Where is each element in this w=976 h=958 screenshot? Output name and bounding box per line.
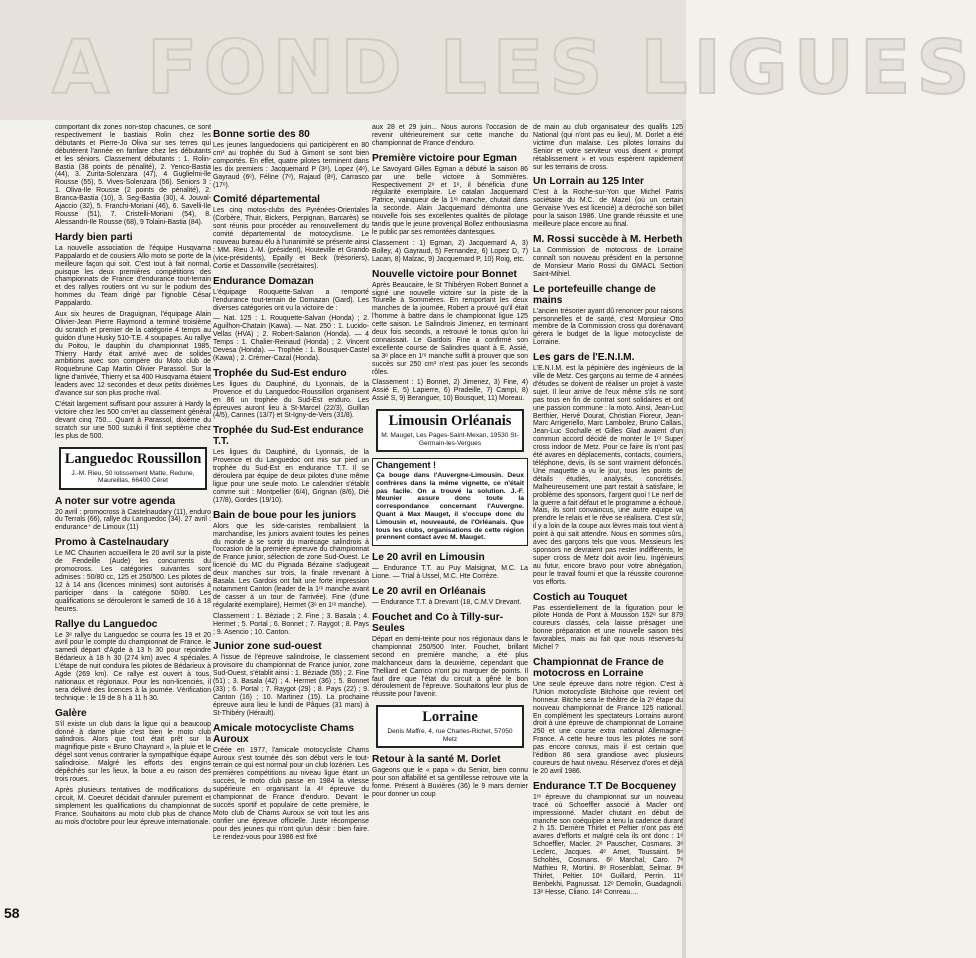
column-1 xyxy=(55,124,211,904)
notice-box xyxy=(372,458,528,546)
heading: M. Rossi succède à M. Herbeth xyxy=(533,233,683,245)
paragraph: L'E.N.I.M. est la pépinière des ingénieurs de la ville de Metz. Ces garçons au terme de 4 années d'études se doivent de réaliser un projet à vaste sujet. Il leur arrive de l'eux même s'ils ne sont pas tous en fin de contrat sont solidaires et ont une passion commune : la moto. Ainsi, Jean-Luc Berthier, Hervé Dourat, Christian Fioreur, Jean-Marc Arrigenello, Marc Lambolez, Bruno Callais, Jean-Luc Sochalle et Gilles Glad avaient d'un commun accord décidé de monter le 1ᵉʳ Super cross indoor de Metz. Pour ce faire ils n'ont pas été avares en déplacements, contacts, courriers, téléphone, devis, ils se sont vraiment défoncés. Une maquette a vu le jour, tous les points de détails étudiés, analysés, concrétisés. Malheureusement une part restait à satisfaire, le problème des sponsors, l'argent quoi ! Le nerf de la guerre a fait défaut et le programme a échoué. Mais, ils sont convaincus, une autre équipe va prendre le relais et le rêve se réalisera. C'est sûr, il y a loin de la coupe aux lèvres mais tout vient à point à qui sait attendre. Nous en sommes sûrs, avec des garçons tels que vous. Messieurs les sponsors ne devraient pas rester indifférents, le super cross de Metz doit avoir lieu. Ingénieurs au futur, encore bravo pour votre abnégation, pour le travail fourni et que la réussite couronne vos efforts. xyxy=(533,365,683,586)
paragraph: Le 3ᵉ rallye du Languedoc se courra les 19 et 20 avril pour le compte du championnat de France. le samedi départ d'Agde à 13 h 30 pour rejoindre Bédarieux à 18 h 30 (274 km) avec 4 spéciales. L'étape de nuit conduira les pilotes de Bédarieux à Agde (269 km). Ce rallye est ouvert à tous, nationaux et régionaux. Pour les non-licenciés, il sera délivré des licences à la journée. Vérification technique : le 19 de 8 h à 11 h 30. xyxy=(55,631,211,702)
paragraph: Alors que les side-caristes remballaient la marchandise, les juniors avaient toutes les peines du monde à se sortir du marécage salindrois à l'occasion de la première épreuve du championnat de France junior, sélection de zone Sud-Ouest. Le licencié du MC du Pignada Bézaine s'adjugeait deux manches sur trois, la finale revenant à Basala. Les Gardois ont fait une forte impression notamment Canton (leader de la 1ʳᵉ manche avant de casser à un tour de l'arrivée). Fine (d'une régularité exemplaire), Hermet (3ᵉ en 1ʳᵉ manche). xyxy=(213,522,369,609)
column-2 xyxy=(213,124,369,904)
paragraph: Pas essentiellement de la figuration pour le pilote Honda de Pont à Mousson 152ᵉ sur 879 coureurs classés, cela laisse présager une bonne préparation et une nouvelle saison très favorables, mais au fait que nous réserves-tu Michel ? xyxy=(533,604,683,652)
paragraph: Gageons que le « papa » du Senior, bien connu pour son affabilité et sa gentillesse retrouve vite la forme. Présent à Buxières (36) le 9 mars dernier pour donner un coup xyxy=(372,767,528,798)
paragraph: C'était largement suffisant pour assurer à Hardy la victoire chez les 500 cm³et au classement général devant cinq 750... Quant à Parassol, dixième du scratch sur une 500 suzuki il finit septième chez les plus de 500. xyxy=(55,401,211,440)
league-address: J.-M. Rieu, 50 lotissement Matte, Redune, Maureillas, 66400 Céret xyxy=(71,469,195,485)
notice-text: Ça bouge dans l'Auvergne-Limousin. Deux confrères dans la même vignette, ce n'était pas facile. On a trouvé la solution. J.-F. Meunier assure donc toute la correspondance concernant l'Auvergne. Quant à Max Mauget, il s'occupe donc du Limousin et, nouveauté, de l'Orléanais. Que tous les clubs, organisations de cette région prennent contact avec M. Mauget. xyxy=(376,472,524,542)
heading: Hardy bien parti xyxy=(55,231,133,243)
heading: Comité départemental xyxy=(213,194,320,206)
paragraph: Départ en demi-teinte pour nos régionaux dans le championnat 250/500 Inter. Fouchet, brillant second en première manche, a été plus malchanceux dans la deuxième, cependant que Thelliard et Carrico n'ont pu marquer de points. Il faut dire que l'état du circuit a gêné le bon déroulement de l'épreuve. Souhaitons leur plus de réussite pour l'avenir. xyxy=(372,635,528,699)
league-address: Denis Maffre, 4, rue Charles-Richet, 57050 Metz xyxy=(387,728,513,743)
league-box-languedoc xyxy=(59,447,207,490)
heading: Nouvelle victoire pour Bonnet xyxy=(372,268,517,280)
paragraph: A l'issue de l'épreuve salindroise, le classement provisoire du championnat de France junior, zone Sud-Ouest, s'établit ainsi : 1. Béziade (55) ; 2. Fine (51) ; 3. Basala (42) ; 4. Hermet (36) ; 5. Bonnet (33) ; 6. Portal ; 7. Raygot (29) ; 8. Pays (22) ; 9. Canton (16) ; 10. Martinez (15). La prochaine épreuve aura lieu le lundi de Pâques (31 mars) à St-Thibéry (Hérault). xyxy=(213,654,369,717)
heading: Junior zone sud-ouest xyxy=(213,641,322,653)
heading: Bonne sortie des 80 xyxy=(213,129,310,140)
page-header xyxy=(0,0,976,120)
paragraph: Le Savoyard Gilles Egman a débuté la saison 86 par une belle victoire à Sommières. Respectivement 2ᵉ et 1ᵉ, il bénéficia d'une régularité exemplaire. Le catalan Jacquemard Patrice, vainqueur de la 1ʳᵉ manche, chutait dans la seconde. Alain Jacquemard démontra une nouvelle fois ses excellentes qualités de pilotage tandis que le jeune provençal Bollez enthousiasma le public par ses remontées dantesques. xyxy=(372,165,528,236)
heading: Bain de boue pour les juniors xyxy=(213,509,357,521)
column-4 xyxy=(533,124,683,904)
heading: Retour à la santé M. Dorlet xyxy=(372,754,501,766)
paragraph: Après plusieurs tentatives de modifications du circuit, M. Coeuret décidait d'annuler purement et simplement les qualifications du championnat de France. Souhaitons au moto club plus de chance au mois d'octobre pour leur épreuve internationale. xyxy=(55,786,211,826)
paragraph: Créée en 1977, l'amicale motocycliste Chams Auroux s'est tournée dès son début vers le tout-terrain ce qui est normal pour un club lozérien. Les premières compétitions au niveau ligue étant un succès, le moto club passe en 1984 la vitesse supérieure en organisant la 4ᵉ épreuve du championnat de France d'enduro. Devant le succès sportif et populaire de cette première, le Moto club de Chams Auroux se voit tout les ans confier une épreuve officielle. Juste récompense pour des jeunes qui n'ont qu'un désir : bien faire. Le rendez-vous pour 1986 est fixé xyxy=(213,746,369,841)
heading: Le 20 avril en Limousin xyxy=(372,552,485,564)
paragraph: S'il existe un club dans la ligue qui a beaucoup donné à dame pluie c'est bien le moto club salindrois. Alors que tout était prêt sur la magnifique piste « Bruno Chaynard », la pluie et le dégel sont venus contrarier la sympathique équipe salindroise. Malgré les efforts des engins dépêchés sur les lieux, la boue a eu raison des trois roues. xyxy=(55,720,211,783)
paragraph: Classement : 1. Bèziade ; 2. Fine ; 3. Basala ; 4. Hermet ; 5. Portal ; 6. Bonnet ; 7. Raygot ; 8. Pays ; 9. Asencio ; 10. Canton. xyxy=(213,612,369,636)
paragraph: comportant dix zones non-stop chacunes, ce sont respectivement le bastiais Rolin chez les débutants et Pierre-Jo Oliva sur ses terres qui débutèrent l'année en fanfare chez les débutants et les séniors. Classement débutants : 1. Rolin-Bastia (38 points de pénalité), 2. Yenco-Bastia (44), 3. Zurita-Solenzara (47), 4 Guglielmi-lle Rousse (55), 5. Vives-Solenzara (56). Seniors 3 : 1. Oliva-Ile Rousse (2 points de pénalité), 2. Branca-Bastia (10), 3. Seg-Bastia (30), 4. Jouval-Ajaccio (32), 5. Franchi-Moriani (46), 6. Savelli-Ile Rousse (51), 7. Cristelli-Moriani (54), 8. Alessandri-Ile Rousse (68), 9 Tolaini-Bastia (84). xyxy=(55,124,211,226)
paragraph: Les jeunes languedociens qui participèrent en 80 cm³ au trophée du Sud à Gimont se sont bien comportés. En effet, quatre pilotes terminent dans les dix premiers : Jacquemard P (3ᵉ), Lopez (4ᵉ), Gayraud (6ᵉ), Féline (7ᵉ), Rajaud (8ᵉ), Carrasco (17ᵉ). xyxy=(213,142,369,189)
paragraph: Après Beaucaire, le St Thibéryen Robert Bonnet a signé une nouvelle victoire sur la piste de la Tourelle à Sommières. En remportant les deux manches de la journée, Robert a prouvé qu'il était l'homme à battre dans le championnat ligue 125 cette saison. Le Salindrois Jimenez, en terminant deux fois seconds, a retrouvé le tonus qu'on lui connaissait. Le Gardois Fine a confirmé son excellente course de Salindres quant à E. Assié, sa 3ᵉ place en 1ʳᵉ manche suffit à prouver que son succès sur 250 cm³ n'est pas jouer les seconds rôles. xyxy=(372,281,528,376)
column-3 xyxy=(372,124,528,904)
league-box-limousin xyxy=(376,409,524,452)
paragraph: — Endurance T.T. au Puy Malsignat, M.C. La Lione. — Trial à Ussel, M.C. Hte Corrèze. xyxy=(372,565,528,581)
paragraph: — Nat. 125 : 1. Rouquette-Salvan (Honda) ; 2. Aguilhon-Chatain (Kawa). — Nat. 250 : 1. Lucido-Vellas (HVA) ; 2. Robert-Salanon (Honda). — 4 Temps : 1. Chalier-Reinaud (Honda) ; 2. Vincent Devesa (Honda). — Trophée : 1. Bousquet-Castel (Kawa) ; 2. Crémer-Cazal (Honda). xyxy=(213,315,369,362)
paragraph: — Endurance T.T. à Drevant (18, C.M.V Drevant. xyxy=(372,599,522,607)
heading: A noter sur votre agenda xyxy=(55,495,176,507)
paragraph: Classement : 1) Egman, 2) Jacquemard A, 3) Bolley, 4) Gayraud, 5) Fernandez, 6) Lopez D, 7) Lacan, 8) Malzac, 9) Jacquemard P, 10) Roig, etc. xyxy=(372,239,528,263)
paragraph: Les ligues du Dauphiné, du Lyonnais, de la Provence et du Languedoc ont mis sur pied un trophée du Sud-Est en endurance T.T. Il se déroulera par équipe de deux pilotes d'une même ligue pour une seule moto. Le calendrier s'établit comme suit : Montpellier (6/4), Grignan (8/6), Dié (17/8), Gordes (19/10). xyxy=(213,449,369,504)
page-number: 58 xyxy=(4,905,20,921)
league-title: Limousin Orléanais xyxy=(388,413,512,430)
heading: Amicale motocycliste Chams Auroux xyxy=(213,722,354,745)
heading: Promo à Castelnaudary xyxy=(55,537,169,549)
league-title: Lorraine xyxy=(422,709,478,726)
paragraph: Une seule épreuve dans notre région. C'est à l'Union motocycliste Bitchoise que revient cet honneur. Bitche sera le théâtre de la 2ᵉ étape du nouveau championnat de France 125 national. En complément les spectateurs Lorrains auront droit à une épreuve de championnat de Lorraine 250 et une course extra national Allemagne-France. A cette heure tous les pilotes ne sont pas encore connus, mais il est certain que l'édition 86 sera grandiose avec plusieurs coureurs de haut niveau. Réservez d'ores et déjà le 20 avril 1986. xyxy=(533,680,683,775)
paragraph: aux 28 et 29 juin... Nous aurons l'occasion de revenir ultérieurement sur cette manche du championnat de France d'enduro. xyxy=(372,124,528,147)
heading: Galère xyxy=(55,707,87,719)
heading: Fouchet and Co à Tilly-sur-Seules xyxy=(372,611,504,634)
heading: Le 20 avril en Orléanais xyxy=(372,586,486,598)
paragraph: La nouvelle association de l'équipe Husqvarna Pappalardo et de cousiers Allo moto se porte de la meilleure façon qui soit. C'est tout à fait normal, puisque les deux premières compétitions des championnats de France d'endurance tout-terrain et des rallyes routiers ont vu sur le podium des hommes du Team dirigé par l'ignoble César Pappalardo. xyxy=(55,244,211,308)
heading: Le portefeuille change de mains xyxy=(533,283,656,306)
paragraph: 1ʳᵉ épreuve du championnat sur un nouveau tracé où Schoeffler associé à Macler ont impressionné. Macler chutant en début de manche son coéquipier a tenu la cadence durant 2 h 15. Derrière Thirlet et Peltier n'ont pas été avares d'efforts et malgré cela ils ont donc : 1ᵉ Schoeffler, Macler. 2ᵉ Pauscher, Cosmans. 3ᵉ Leclerc, Jacques. 4ᵉ Amet, Toussaint. 5ᵉ Scholtès, Cosmans. 6ᵉ Marchal, Caro. 7ᵉ Mathieu R, Mortini. 8ᵉ Rosenblatt, Selmar. 9ᵉ Thirlet, Peltier. 10ᵉ Guillard, Perrin. 11ᵉ Benbekhi, Pagnussat. 12ᵉ Demolin, Guadagnoli. 13ᵉ Hesse, Cliano. 14ᵉ Conreau.... xyxy=(533,793,683,896)
heading: Championnat de France de motocross en Lorraine xyxy=(533,656,664,679)
heading: Trophée du Sud-Est enduro xyxy=(213,367,347,379)
paragraph: C'est à la Roche-sur-Yon que Michel Patris sociétaire du M.C. de Mazel (où un certain Gervaise Yves est licencié) a décroché son billet pour la saison 1986. Une grande réussite et une meilleure place encore au final. xyxy=(533,189,683,229)
notice-title: Changement ! xyxy=(376,460,437,471)
paragraph: La Commission de motocross de Lorraine connaît son nouveau président en la personne de Monsieur Mario Rossi du GMACL Section Saint-Mihiel. xyxy=(533,246,683,278)
heading: Endurance Domazan xyxy=(213,275,314,287)
paragraph: Classement : 1) Bonnet, 2) Jimenez, 3) Fine, 4) Assié E, 5) Lapierre, 6) Pradeille, 7) Campi, 8) Assié S, 9) Beranguer, 10) Bousquet, 11) Moreau. xyxy=(372,379,528,403)
paragraph: Les cinq motos-clubs des Pyrénées-Orientales (Corbère, Thuir, Bickers, Perpignan, Barcarès) se sont réunis pour procéder au renouvellement du comité départemental de motocyclisme. Le nouveau bureau élu à l'unanimité se présente ainsi : MM. Rieu J.-M. (président), Houteville et Grando (vice-présidents), Epailly et Beck (trésoriers), Cortie et Dassonville (secrétaires). xyxy=(213,207,369,270)
heading: Un Lorrain au 125 Inter xyxy=(533,176,644,188)
paragraph: L'ancien trésorier ayant dû renoncer pour raisons personnelles et de santé, c'est Monsieur Otto membre de la Commission cross qui dorénavant gérera le budget de la ligue motocycliste de Lorraine. xyxy=(533,307,683,347)
paragraph: Le MC Chaurien accueillera le 20 avril sur la piste de Fendeille (Aude) les concurrents du promocross. Les catégories suivantes sont admises : 50/80 cc, 125 et 250/500. Les pilotes de 12 à 14 ans (licences minimes) sont autorisés à participer dans la catégorie 50/80. Les qualifications se dérouleront le samedi de 16 à 18 heures. xyxy=(55,550,211,613)
paragraph: L'équipage Rouquette-Salvan a remporté l'endurance tout-terrain de Domazan (Gard). Les diverses catégories ont vu la victoire de : xyxy=(213,288,369,312)
league-title: Languedoc Roussillon xyxy=(64,450,202,467)
heading: Trophée du Sud-Est endurance T.T. xyxy=(213,425,364,448)
heading: Costich au Touquet xyxy=(533,591,628,603)
league-address: M. Mauget, Les Pages-Saint-Mexan, 19530 St-Germain-les-Vergues xyxy=(381,432,519,447)
heading: Rallye du Languedoc xyxy=(55,618,158,630)
paragraph: Aux six heures de Draguignan, l'équipage Alain Olivier-Jean Pierre Raymond a terminé troisième du scratch et premier de la catégorie 4 temps au guidon d'une Husky 510-T.E. 4 soupapes. Au rallye du Poitou, le dauphin du championnat 1985, Thierry Hardy était arrivé avec de solides ambitions avec son compère du Moto club de Roquebrune Cap Martin Olivier Parassol. Sur la ligne d'arrivée, Thierry et sa 400 Husqvarna étaient leaders avec 12 secondes et deux petits dixièmes d'avance sur son plus proche rival. xyxy=(55,311,211,398)
heading: Les gars de l'E.N.I.M. xyxy=(533,352,635,364)
league-box-lorraine xyxy=(376,705,524,748)
paragraph: 20 avril : promocross à Castelnaudary (11), enduro du Terrals (66), rallye du Languedoc (34). 27 avril : endurance⁺ de Limoux (11) xyxy=(55,508,211,532)
heading: Endurance T.T De Bocqueney xyxy=(533,780,677,792)
section-title: A FOND LES LIGUES xyxy=(52,25,976,111)
paragraph: Les ligues du Dauphiné, du Lyonnais, de la Provence et du Languedoc-Roussillon organisent en 86 un trophée du Sud-Est enduro. Les épreuves auront lieu à St-Marcel (22/3), Guillan (4/5), Cannes (13/7) et St-Igny-de-Vers (31/8). xyxy=(213,380,369,420)
heading: Première victoire pour Egman xyxy=(372,152,517,164)
paragraph: de main au club organisateur des qualifs 125 National (qui n'ont pas eu lieu), M. Dorlet a été victime d'un malaise. Les pilotes lorrains du Senior et votre serviteur vous disent « prompt rétablissement » et vous espèrent rapidement sur les terrains de cross. xyxy=(533,124,683,171)
